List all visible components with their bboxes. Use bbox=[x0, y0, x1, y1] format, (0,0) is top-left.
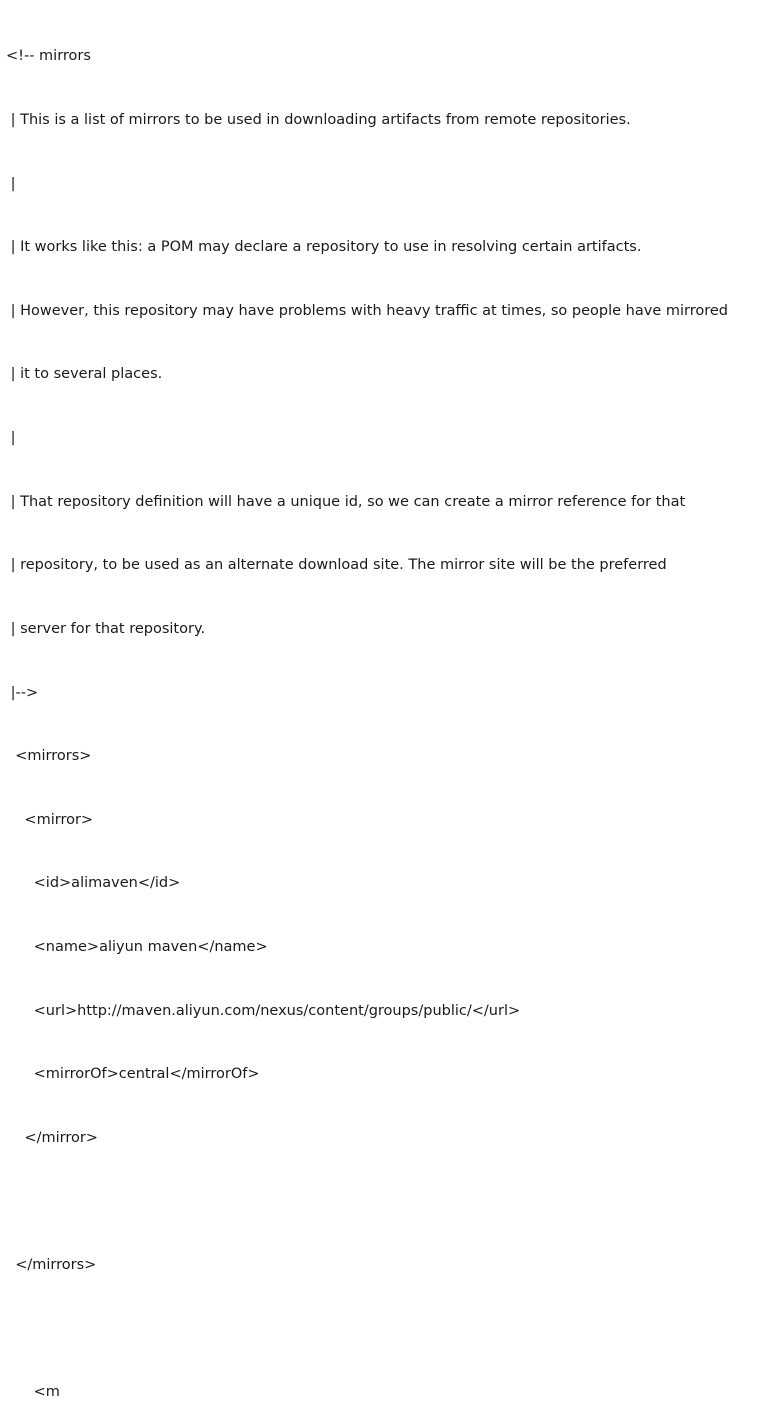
code-line: <url>http://maven.aliyun.com/nexus/content/groups/public/</url> bbox=[6, 1002, 521, 1019]
code-line: | it to several places. bbox=[6, 366, 163, 383]
code-line: | server for that repository. bbox=[6, 620, 206, 637]
code-line: | This is a list of mirrors to be used in downloading artifacts from remote repositories. bbox=[6, 112, 631, 129]
code-line: <mirrorOf>central</mirrorOf> bbox=[6, 1066, 260, 1083]
code-line: <mirrors> bbox=[6, 748, 92, 765]
code-line: <!-- mirrors bbox=[6, 48, 91, 65]
code-line: | That repository definition will have a unique id, so we can create a mirror reference for that bbox=[6, 493, 686, 510]
code-line: </mirror> bbox=[6, 1129, 98, 1146]
code-line: | However, this repository may have problems with heavy traffic at times, so people have mirrored bbox=[6, 302, 728, 319]
code-line-blank bbox=[6, 1319, 772, 1340]
code-line: <name>aliyun maven</name> bbox=[6, 938, 268, 955]
code-line-partial: <m bbox=[6, 1384, 60, 1401]
code-line-blank bbox=[6, 1191, 772, 1212]
code-line: | It works like this: a POM may declare a repository to use in resolving certain artifacts. bbox=[6, 239, 642, 256]
code-line: </mirrors> bbox=[6, 1256, 97, 1273]
code-line: |--> bbox=[6, 684, 39, 701]
code-line: <id>alimaven</id> bbox=[6, 875, 181, 892]
code-line: <mirror> bbox=[6, 811, 94, 828]
code-line: | bbox=[6, 175, 16, 192]
code-line: | repository, to be used as an alternate download site. The mirror site will be the preferred bbox=[6, 557, 667, 574]
code-line: | bbox=[6, 430, 16, 447]
